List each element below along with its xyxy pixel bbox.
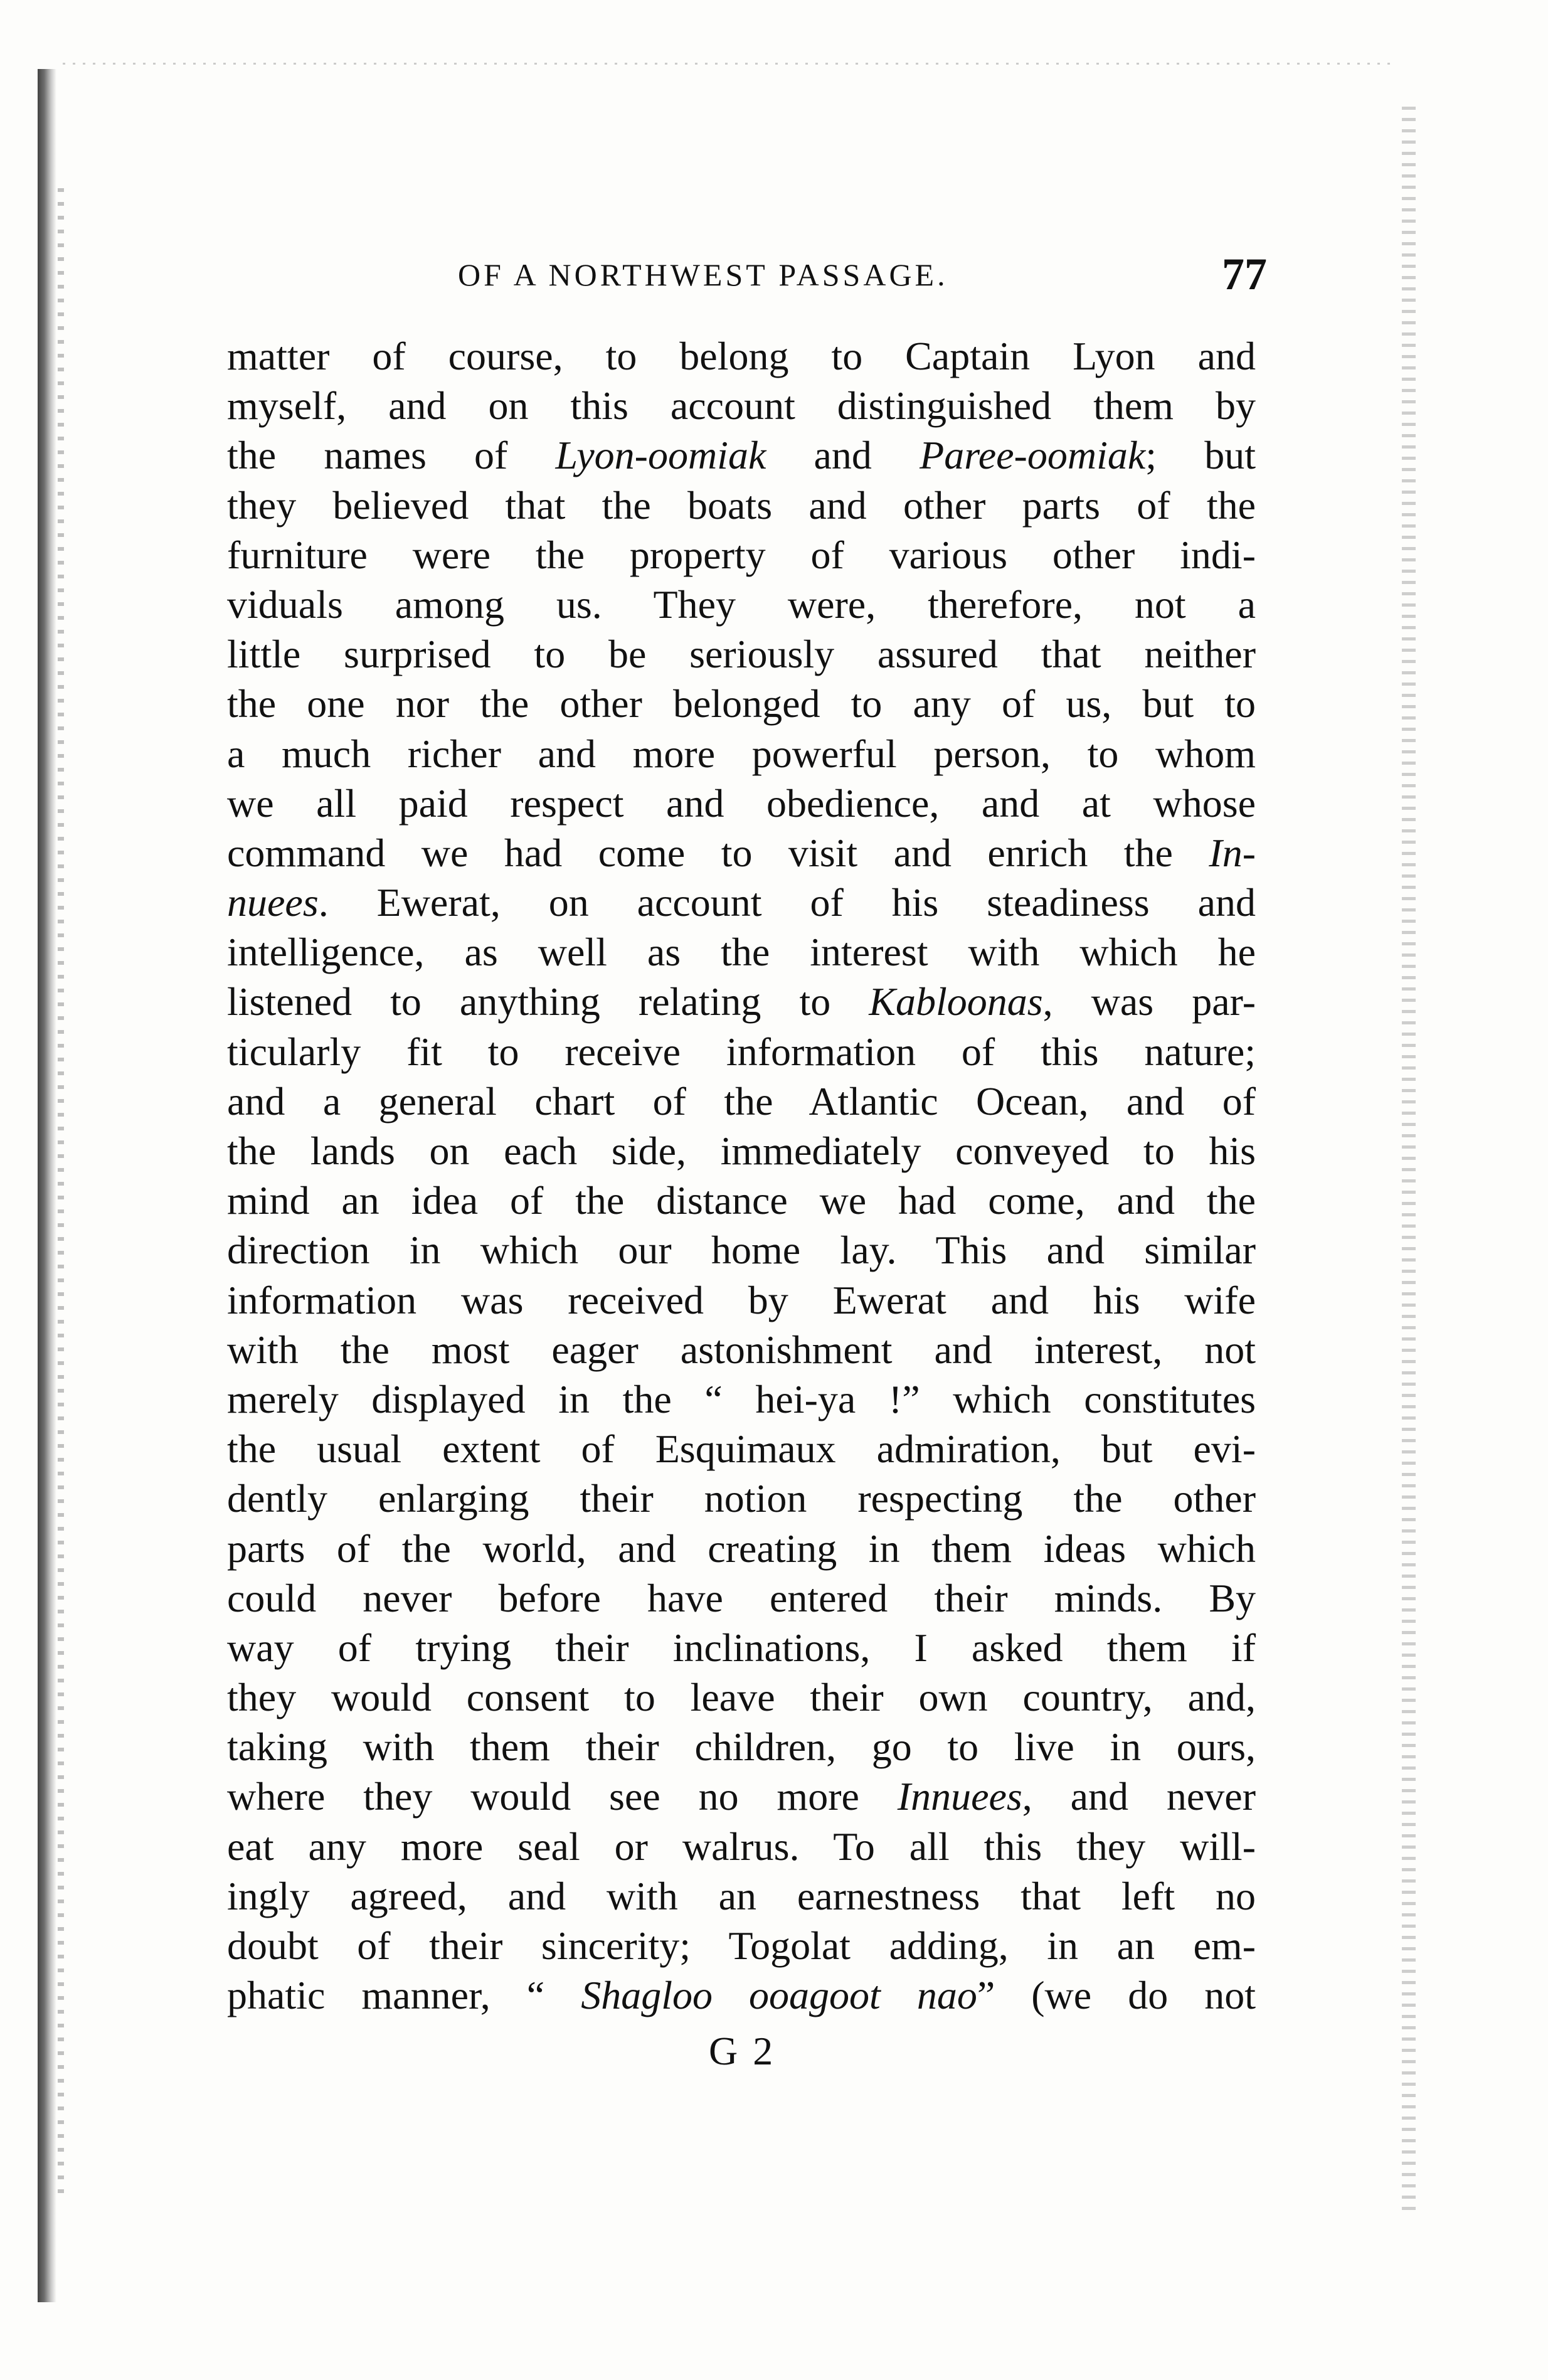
text-line: ticularly fit to receive information of this nature; [227,1029,1256,1074]
text-line: could never before have entered their minds. By [227,1575,1256,1620]
text-line: way of trying their inclinations, I asked them if [227,1625,1256,1670]
text-line: we all paid respect and obedience, and at whose [227,780,1256,826]
text-line: phatic manner, “ Shagloo ooagoot nao” (we do not [227,1973,1256,2018]
running-head [226,250,1267,300]
text-line: they would consent to leave their own country, and, [227,1675,1256,1720]
text-line: taking with them their children, go to live in ours, [227,1724,1256,1770]
text-line: parts of the world, and creating in them ideas which [227,1526,1256,1571]
text-line: eat any more seal or walrus. To all this they will- [227,1824,1256,1869]
text-line: intelligence, as well as the interest with which he [227,930,1256,975]
text-line: command we had come to visit and enrich the In- [227,830,1256,875]
text-line: little surprised to be seriously assured that neither [227,632,1256,677]
italic-term: Innuees [897,1774,1022,1819]
text-line: with the most eager astonishment and interest, not [227,1327,1256,1372]
italic-term: Paree-oomiak [920,433,1146,478]
page-top-edge [63,63,1392,65]
italic-term: Kabloonas [869,979,1043,1024]
text-line: ingly agreed, and with an earnestness that left no [227,1873,1256,1918]
text-line: merely displayed in the “ hei-ya !” which constitutes [227,1376,1256,1421]
page-number: 77 [1222,249,1267,299]
text-line: furniture were the property of various other indi- [227,532,1256,577]
binding-speckle-right [1402,107,1416,2214]
text-line: the usual extent of Esquimaux admiration, but evi- [227,1426,1256,1472]
text-line: matter of course, to belong to Captain Lyon and [227,334,1256,378]
text-line: nuees. Ewerat, on account of his steadiness and [227,880,1256,925]
italic-term: In- [1209,830,1256,875]
text-line: they believed that the boats and other parts of the [227,482,1256,528]
running-title: OF A NORTHWEST PASSAGE. [458,257,948,292]
text-line: mind an idea of the distance we had come, and the [227,1178,1256,1223]
text-line: the names of Lyon-oomiak and Paree-oomiak; but [227,433,1256,478]
signature-mark: G 2 [709,2029,776,2073]
italic-term: nuees [227,880,319,925]
text-line: myself, and on this account distinguished them by [227,383,1256,428]
text-line: dently enlarging their notion respecting the other [227,1476,1256,1521]
binding-speckle-left [58,188,64,2196]
text-line: listened to anything relating to Kabloonas, was par- [227,979,1256,1024]
text-line: information was received by Ewerat and his wife [227,1277,1256,1322]
text-line: doubt of their sincerity; Togolat adding, in an em- [227,1923,1256,1968]
body-text [227,331,1256,2020]
text-line: a much richer and more powerful person, to whom [227,731,1256,776]
text-line: where they would see no more Innuees, and never [227,1774,1256,1819]
text-line: and a general chart of the Atlantic Ocean, and of [227,1078,1256,1124]
italic-term: Shagloo ooagoot nao [581,1973,977,2018]
italic-term: Lyon-oomiak [555,433,766,478]
text-line: direction in which our home lay. This and similar [227,1228,1256,1273]
binding-shadow-left [38,69,56,2302]
text-line: the lands on each side, immediately conveyed to his [227,1129,1256,1173]
text-line: the one nor the other belonged to any of us, but to [227,681,1256,726]
text-line: viduals among us. They were, therefore, not a [227,582,1256,627]
